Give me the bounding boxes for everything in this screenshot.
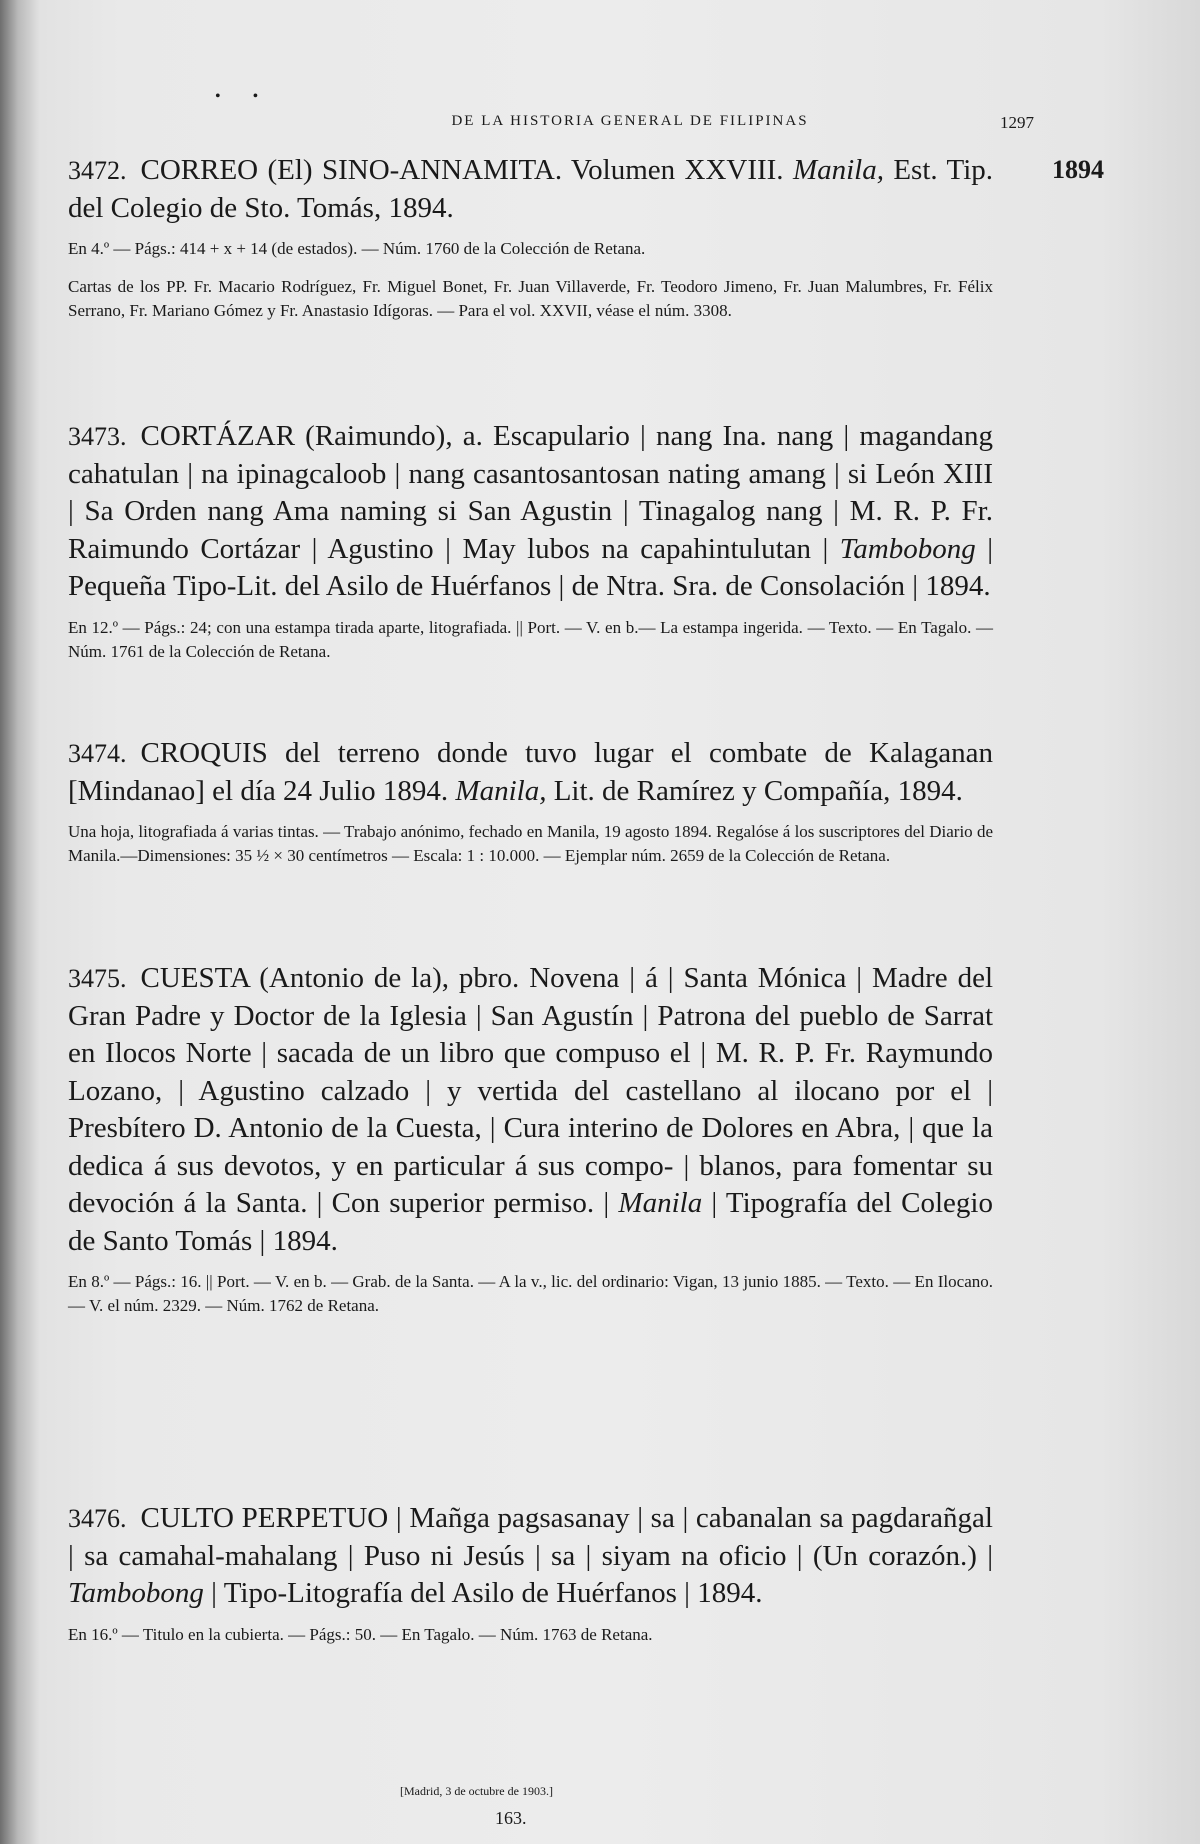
date-note: [Madrid, 3 de octubre de 1903.] xyxy=(400,1784,553,1798)
entry-3476 xyxy=(68,1500,993,1661)
printer-dots: • • xyxy=(215,88,273,105)
entry-title xyxy=(68,152,993,227)
entry-place: Manila, xyxy=(455,774,547,807)
entry-text: CORTÁZAR (Raimundo), a. Escapulario | nang Ina. nang | magandang cahatulan | na ipinagcaloob | nang casantosantosan nating amang | si León XIII | Sa Orden nang Ama naming si San Agustin | Tinagalog nang | M. R. P. Fr. Raimundo Cortázar | Agustino | May lubos na capahintulutan | xyxy=(68,420,993,565)
entry-title xyxy=(68,735,993,810)
entry-title xyxy=(68,1500,993,1613)
entry-place: Tambobong xyxy=(839,532,976,565)
entry-number: 3475. xyxy=(68,964,127,993)
entry-note: En 8.º — Págs.: 16. || Port. — V. en b. — Grab. de la Santa. — A la v., lic. del ordinario: Vigan, 13 junio 1885. — Texto. — En Ilocano. — V. el núm. 2329. — Núm. 1762 de Retana. xyxy=(68,1272,993,1315)
margin-year: 1894 xyxy=(1052,155,1104,184)
signature-mark: 163. xyxy=(495,1808,527,1828)
entry-text-end: Lit. de Ramírez y Compañía, 1894. xyxy=(546,774,963,807)
entry-text-end: | Tipo-Litografía del Asilo de Huérfanos | 1894. xyxy=(203,1577,763,1609)
entry-text-end: Est. Tip. del Colegio de Sto. Tomás, 1894. xyxy=(68,154,993,224)
entry-text: CUESTA (Antonio de la), pbro. Novena | á | Santa Mónica | Madre del Gran Padre y Doctor de la Iglesia | San Agustín | Patrona del pueblo de Sarrat en Ilocos Norte | sacada de un libro que compuso el | M. R. P. Fr. Raymundo Lozano, | Agustino calzado | y vertida del castellano al ilocano por el | Presbítero D. Antonio de la Cuesta, | Cura interino de Dolores en Abra, | que la dedica á sus devotos, y en particular á sus compo- | blanos, para fomentar su devoción á la Santa. | Con superior permiso. | xyxy=(68,962,993,1219)
entry-note: En 12.º — Págs.: 24; con una estampa tirada aparte, litografiada. || Port. — V. en b.— La estampa ingerida. — Texto. — En Tagalo. — Núm. 1761 de la Colección de Retana. xyxy=(68,617,993,661)
entry-3473 xyxy=(68,418,993,678)
entry-title xyxy=(68,418,993,606)
entry-note: Una hoja, litografiada á varias tintas. — Trabajo anónimo, fechado en Manila, 19 agosto 1894. Regalóse á los suscriptores del Diario de Manila.—Dimensiones: 35 ½ × 30 centímetros — Escala: 1 : 10.000. — Ejemplar núm. 2659 de la Colección de Retana. xyxy=(68,822,993,865)
entry-number: 3476. xyxy=(68,1504,127,1533)
entry-text-end: | Pequeña Tipo-Lit. del Asilo de Huérfanos | de Ntra. Sra. de Consolación | 1894. xyxy=(68,532,993,602)
entry-place: Manila xyxy=(618,1187,703,1219)
entry-text: CORREO (El) SINO-ANNAMITA. Volumen XXVIII. xyxy=(140,154,793,186)
entry-3475 xyxy=(68,960,993,1332)
entry-text-end: | Tipografía del Colegio de Santo Tomás | 1894. xyxy=(68,1187,993,1257)
entry-notes xyxy=(68,820,993,868)
entry-notes xyxy=(68,1623,993,1647)
entry-3472 xyxy=(68,152,993,337)
entry-place: Manila, xyxy=(792,154,884,186)
entry-place: Tambobong xyxy=(68,1577,204,1609)
entry-note: En 4.º — Págs.: 414 + x + 14 (de estados). — Núm. 1760 de la Colección de Retana. xyxy=(68,239,646,258)
entry-note: Cartas de los PP. Fr. Macario Rodríguez, Fr. Miguel Bonet, Fr. Juan Villaverde, Fr. Teodoro Jimeno, Fr. Juan Malumbres, Fr. Félix Serrano, Fr. Mariano Gómez y Fr. Anastasio Idígoras. — Para el vol. XXVII, véase el núm. 3308. xyxy=(68,277,993,320)
page-number: 1297 xyxy=(1000,113,1034,132)
running-title: DE LA HISTORIA GENERAL DE FILIPINAS xyxy=(451,113,809,129)
entry-number: 3473. xyxy=(68,422,127,451)
entry-title xyxy=(68,960,993,1260)
entry-notes xyxy=(68,1270,993,1318)
entry-notes xyxy=(68,616,993,664)
entry-notes xyxy=(68,237,993,323)
entry-number: 3474. xyxy=(68,739,127,768)
entry-note: En 16.º — Titulo en la cubierta. — Págs.: 50. — En Tagalo. — Núm. 1763 de Retana. xyxy=(68,1624,653,1644)
entry-3474 xyxy=(68,735,993,882)
entry-number: 3472. xyxy=(68,156,127,185)
entry-text: CULTO PERPETUO | Mañga pagsasanay | sa | cabanalan sa pagdarañgal | sa camahal-mahalang | Puso ni Jesús | sa | siyam na oficio | (Un corazón.) | xyxy=(68,1502,993,1572)
entry-text: CROQUIS del terreno donde tuvo lugar el combate de Kalaganan [Mindanao] el día 24 Julio 1894. xyxy=(68,737,993,807)
